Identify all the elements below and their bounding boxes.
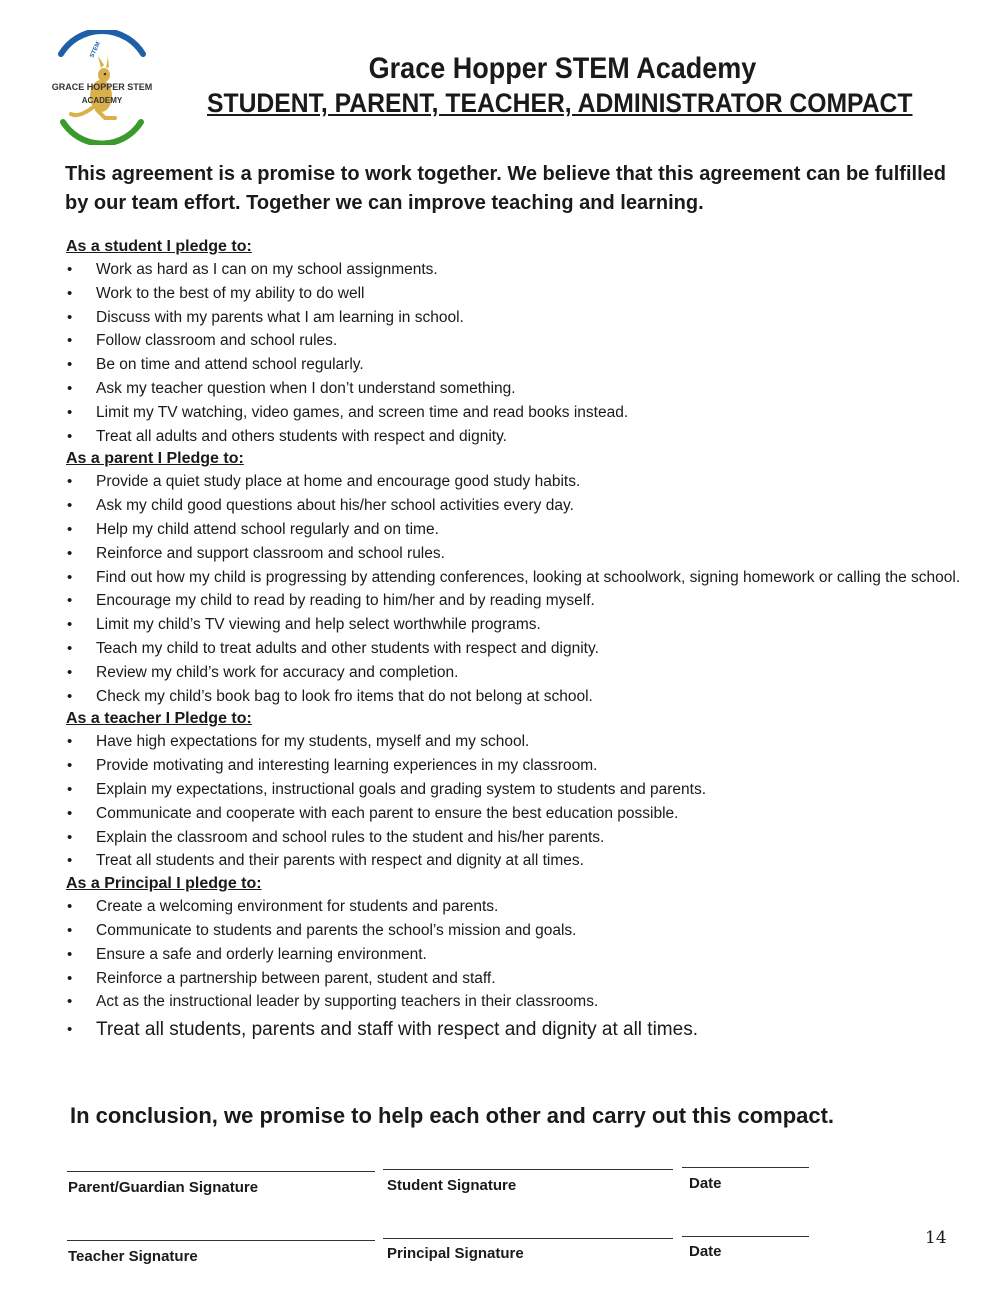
pledge-sections [65,236,965,1044]
pledge-item: • Have high expectations for my students, myself and my school. [65,730,965,754]
pledge-item: • Communicate and cooperate with each parent to ensure the best education possible. [65,802,965,826]
pledge-item: • Limit my child’s TV viewing and help select worthwhile programs. [65,613,965,637]
teacher-signature-line[interactable] [67,1240,375,1241]
compact-title: STUDENT, PARENT, TEACHER, ADMINISTRATOR COMPACT [207,88,913,118]
pledge-item: • Provide motivating and interesting learning experiences in my classroom. [65,754,965,778]
pledge-item: • Follow classroom and school rules. [65,329,965,353]
parent-signature-label: Parent/Guardian Signature [68,1179,259,1196]
parent-pledge-heading: As a parent I Pledge to: [66,450,244,468]
pledge-item: • Review my child’s work for accuracy and completion. [65,661,965,685]
school-name: Grace Hopper STEM Academy [368,52,757,85]
parent-section [65,448,965,708]
principal-section [65,873,965,1044]
logo-text-line2: ACADEMY [81,96,123,105]
page-number: 14 [925,1228,947,1248]
pledge-item: • Act as the instructional leader by supporting teachers in their classrooms. [65,990,965,1014]
pledge-item: • Treat all adults and others students with respect and dignity. [65,425,965,449]
principal-pledge-list [65,895,965,1044]
pledge-item: • Treat all students and their parents with respect and dignity at all times. [65,849,965,873]
teacher-pledge-heading: As a teacher I Pledge to: [66,710,252,728]
pledge-item: • Ensure a safe and orderly learning environment. [65,943,965,967]
principal-pledge-heading: As a Principal I pledge to: [66,875,262,893]
student-signature-label: Student Signature [387,1177,517,1194]
pledge-item: • Explain my expectations, instructional goals and grading system to students and parents. [65,778,965,802]
pledge-item: • Encourage my child to read by reading to him/her and by reading myself. [65,589,965,613]
pledge-item: • Find out how my child is progressing by attending conferences, looking at schoolwork, signing homework or calling the school. [65,566,965,590]
principal-signature-label: Principal Signature [387,1245,524,1262]
pledge-item: • Work as hard as I can on my school assignments. [65,258,965,282]
pledge-item: • Ask my teacher question when I don’t understand something. [65,377,965,401]
pledge-item: • Communicate to students and parents the school’s mission and goals. [65,919,965,943]
intro-paragraph: This agreement is a promise to work together. We believe that this agreement can be fulfilled by our team effort. Together we can improve teaching and learning. [65,163,946,214]
school-logo [45,30,160,145]
pledge-item: • Discuss with my parents what I am learning in school. [65,306,965,330]
pledge-item: • Create a welcoming environment for students and parents. [65,895,965,919]
logo-arc-text: STEM [89,41,102,59]
student-pledge-heading: As a student I pledge to: [66,238,252,255]
parent-signature-line[interactable] [67,1171,375,1172]
pledge-item: • Be on time and attend school regularly. [65,353,965,377]
pledge-item: • Work to the best of my ability to do well [65,282,965,306]
conclusion-statement: In conclusion, we promise to help each other and carry out this compact. [70,1103,835,1128]
teacher-signature-label: Teacher Signature [68,1248,198,1265]
pledge-item: • Ask my child good questions about his/her school activities every day. [65,494,965,518]
date-label-2: Date [689,1243,722,1260]
principal-signature-line[interactable] [383,1238,673,1239]
pledge-item: • Help my child attend school regularly and on time. [65,518,965,542]
logo-text-line1: GRACE HOPPER STEM [51,82,153,92]
pledge-item: • Limit my TV watching, video games, and screen time and read books instead. [65,401,965,425]
pledge-item: • Check my child’s book bag to look fro items that do not belong at school. [65,685,965,709]
student-section [65,236,965,448]
pledge-item: • Treat all students, parents and staff with respect and dignity at all times. [65,1016,965,1044]
date-line-1[interactable] [682,1167,809,1168]
teacher-pledge-list [65,730,965,873]
pledge-item: • Explain the classroom and school rules to the student and his/her parents. [65,826,965,850]
date-line-2[interactable] [682,1236,809,1237]
parent-pledge-list [65,470,965,708]
pledge-item: • Reinforce and support classroom and school rules. [65,542,965,566]
pledge-item: • Reinforce a partnership between parent, student and staff. [65,967,965,991]
student-pledge-list [65,258,965,448]
date-label-1: Date [689,1175,722,1192]
pledge-item: • Provide a quiet study place at home and encourage good study habits. [65,470,965,494]
teacher-section [65,708,965,873]
pledge-item: • Teach my child to treat adults and other students with respect and dignity. [65,637,965,661]
student-signature-line[interactable] [383,1169,673,1170]
